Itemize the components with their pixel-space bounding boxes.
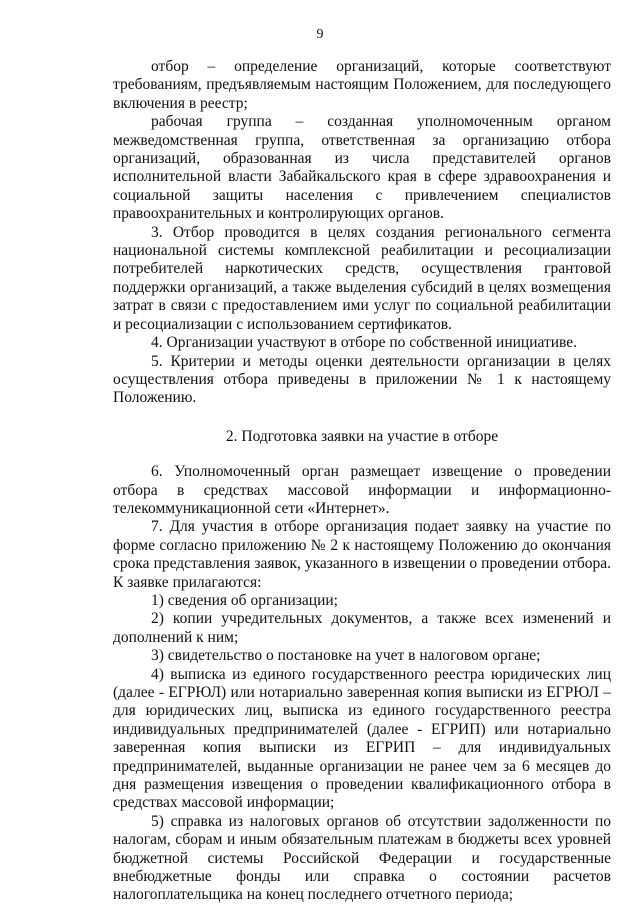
section-heading: 2. Подготовка заявки на участие в отборе [225,427,499,445]
list-item-1: 1) сведения об организации; [151,591,338,609]
paragraph-3: 3. Отбор проводится в целях создания регионального сегмента национальной системы комплексной реабилитации и ресоциализации потребителей наркотических средств, осуществления грантовой поддержки организаций, а также выделения субсидий в целях возмещения затрат в связи с предоставлением ими услуг по социальной реабилитации и ресоциализации с использованием сертификатов. [113,223,611,333]
list-item-5: 5) справка из налоговых органов об отсутствии задолженности по налогам, сборам и иным обязательным платежам в бюджеты всех уровней бюджетной системы Российской Федерации и государственные внебюджетные фонды или справка о состоянии расчетов налогоплательщика на конец последнего отчетного периода; [113,812,611,904]
paragraph-4: 4. Организации участвуют в отборе по собственной инициативе. [151,334,578,352]
document-body [113,58,611,905]
paragraph-definition-selection: отбор – определение организаций, которые соответствуют требованиям, предъявляемым настоящим Положением, для последующего включения в реестр; [113,58,611,112]
paragraph-definition-working-group: рабочая группа – созданная уполномоченным органом межведомственная группа, ответственная за организацию отбора организаций, образованная из числа представителей органов исполнительной власти Забайкальского края в сфере здравоохранения и социальной защиты населения с привлечением специалистов правоохранительных и контролирующих органов. [113,113,611,223]
page-number: 9 [316,27,324,42]
paragraph-5: 5. Критерии и методы оценки деятельности организации в целях осуществления отбора приведены в приложении № 1 к настоящему Положению. [113,352,611,407]
paragraph-6: 6. Уполномоченный орган размещает извещение о проведении отбора в средствах массовой информации и информационно-телекоммуникационной сети «Интернет». [113,463,611,517]
list-item-2: 2) копии учредительных документов, а также всех изменений и дополнений к ним; [113,610,611,646]
paragraph-7: 7. Для участия в отборе организация подает заявку на участие по форме согласно приложению № 2 к настоящему Положению до окончания срока представления заявок, указанного в извещении о проведении отбора. К заявке прилагаются: [113,518,611,591]
list-item-4: 4) выписка из единого государственного реестра юридических лиц (далее - ЕГРЮЛ) или нотариально заверенная копия выписки из ЕГРЮЛ – для юридических лиц, выписка из единого государственного реестра индивидуальных предпринимателей (далее - ЕГРИП) или нотариально заверенная копия выписки из ЕГРИП – для индивидуальных предпринимателей, выданные организации не ранее чем за 6 месяцев до дня размещения извещения о проведении квалификационного отбора в средствах массовой информации; [113,665,611,812]
list-item-3: 3) свидетельство о постановке на учет в налоговом органе; [151,647,541,665]
